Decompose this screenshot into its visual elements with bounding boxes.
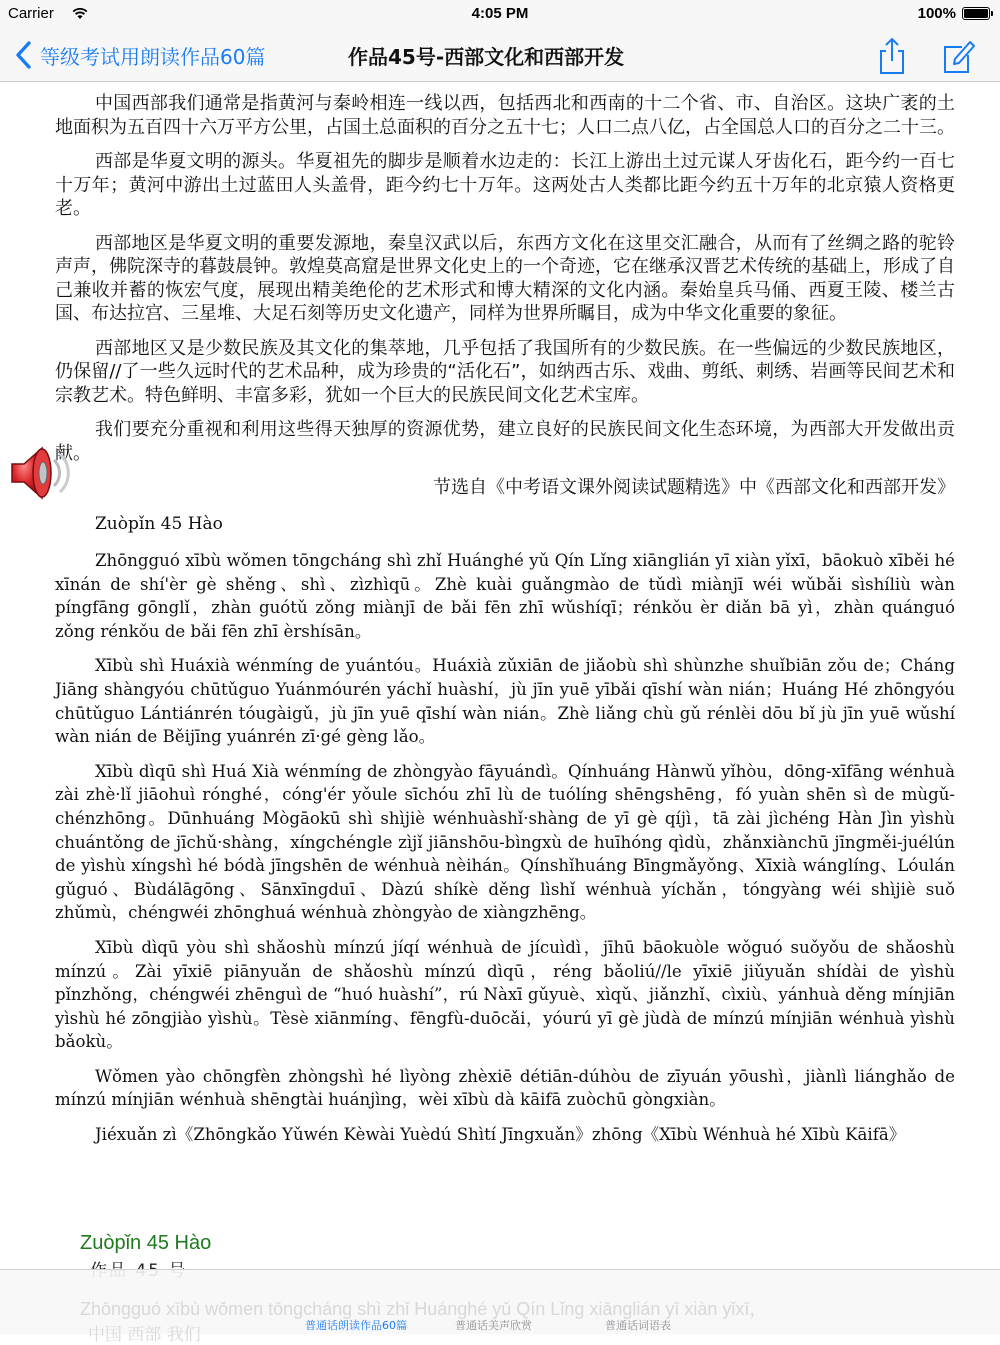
- speaker-icon: [8, 440, 74, 506]
- speaker-button[interactable]: [8, 440, 74, 506]
- compose-icon: [940, 36, 976, 76]
- carrier-label: Carrier: [8, 5, 54, 22]
- chinese-paragraph: 西部地区又是少数民族及其文化的集萃地，几乎包括了我国所有的少数民族。在一些偏远的少数民族地区，仍保留//了一些久远时代的艺术品种，成为珍贵的“活化石”，如纳西古乐、戏曲、剪纸、刺绣、岩画等民间艺术和宗教艺术。特色鲜明、丰富多彩，犹如一个巨大的民族民间文化艺术宝库。: [55, 337, 955, 406]
- pinyin-paragraph: Xībù shì Huáxià wénmíng de yuántóu。Huáxià zǔxiān de jiǎobù shì shùnzhe shuǐbiān zǒu de；Cháng Jiāng shàngyóu chūtǔguo Yuánmóurén yáchǐ huàshí，jù jīn yuē yībǎi qīshí wàn nián；Huáng Hé zhōngyóu chūtǔguo Lántiánrén tóugàigǔ，jù jīn yuē qīshí wàn nián。Zhè liǎng chù gǔ rénlèi dōu bǐ jù jīn yuē wǔshí wàn nián de Běijīng yuánrén zī·gé gèng lǎo。: [55, 656, 955, 747]
- page-title: 作品45号-西部文化和西部开发: [348, 45, 625, 69]
- battery-icon: [962, 7, 990, 20]
- chevron-left-icon: [14, 40, 34, 70]
- navigation-bar: [0, 28, 1000, 82]
- chinese-paragraph: 西部是华夏文明的源头。华夏祖先的脚步是顺着水边走的：长江上游出土过元谋人牙齿化石，距今约一百七十万年；黄河中游出土过蓝田人头盖骨，距今约七十万年。这两处古人类都比距今约五十万年的北京猿人资格更老。: [55, 151, 955, 219]
- compose-button[interactable]: [940, 36, 976, 76]
- article-content: [55, 92, 955, 1147]
- share-icon: [876, 36, 908, 76]
- ghost-text-line: Zhōngguó xībù wǒmen tōngcháng shì zhǐ Huánghé yǔ Qín Lǐng xiānglián yī xiàn yǐxī，: [80, 1299, 768, 1319]
- pinyin-source: Jiéxuǎn zì《Zhōngkǎo Yǔwén Kèwài Yuèdú Shìtí Jīngxuǎn》zhōng《Xībù Wénhuà hé Xībù Kāifā》: [95, 1125, 906, 1145]
- tab-bar: [0, 1269, 1000, 1345]
- pinyin-paragraph: Wǒmen yào chōngfèn zhòngshì hé lìyòng zhèxiē détiān-dúhòu de zīyuán yōushì，jiànlì liánghǎo de mínzú mínjiān wénhuà shēngtài huánjìng，wèi xībù dà kāifā zuòchū gòngxiàn。: [55, 1066, 955, 1110]
- back-button-label: 等级考试用朗读作品60篇: [40, 44, 266, 69]
- back-button[interactable]: [14, 38, 265, 72]
- tab-reading-works[interactable]: 普通话朗读作品60篇: [305, 1319, 407, 1332]
- ghost-text-line: 中国 西部 我们: [88, 1325, 201, 1345]
- pinyin-title: Zuòpǐn 45 Hào: [95, 514, 223, 534]
- chinese-paragraph: 我们要充分重视和利用这些得天独厚的资源优势，建立良好的民族民间文化生态环境，为西部大开发做出贡献。: [55, 419, 955, 464]
- chinese-source: 节选自《中考语文课外阅读试题精选》中《西部文化和西部开发》: [433, 477, 955, 498]
- pinyin-paragraph: Zhōngguó xībù wǒmen tōngcháng shì zhǐ Huánghé yǔ Qín Lǐng xiānglián yī xiàn yǐxī，bāokuò xīběi hé xīnán de shí'èr gè shěng、shì、zìzhìqū。Zhè kuài guǎngmào de tǔdì miànjī wéi wǔbǎi sìshíliù wàn píngfāng gōnglǐ，zhàn guótǔ zǒng miànjī de bǎi fēn zhī wǔshíqī；rénkǒu èr diǎn bā yì，zhàn quánguó zǒng rénkǒu de bǎi fēn zhī èrshísān。: [55, 551, 955, 641]
- status-time: 4:05 PM: [471, 5, 529, 22]
- status-bar: [0, 0, 1000, 28]
- tab-vocabulary-list[interactable]: 普通话词语表: [605, 1319, 671, 1332]
- chinese-paragraph: 中国西部我们通常是指黄河与秦岭相连一线以西，包括西北和西南的十二个省、市、自治区。这块广袤的土地面积为五百四十六万平方公里，占国土总面积的百分之五十七；人口二点八亿，占全国总人口的百分之二十三。: [55, 93, 955, 138]
- chinese-paragraph: 西部地区是华夏文明的重要发源地，秦皇汉武以后，东西方文化在这里交汇融合，从而有了丝绸之路的驼铃声声，佛院深寺的暮鼓晨钟。敦煌莫高窟是世界文化史上的一个奇迹，它在继承汉晋艺术传统的基础上，形成了自己兼收并蓄的恢宏气度，展现出精美绝伦的艺术形式和博大精深的文化内涵。秦始皇兵马俑、西夏王陵、楼兰古国、布达拉宫、三星堆、大足石刻等历史文化遗产，同样为世界所瞩目，成为中华文化重要的象征。: [55, 232, 955, 324]
- share-button[interactable]: [876, 36, 908, 76]
- battery-percent: 100%: [917, 5, 956, 22]
- pinyin-paragraph: Xībù dìqū yòu shì shǎoshù mínzú jíqí wénhuà de jícuìdì，jīhū bāokuòle wǒguó suǒyǒu de shǎoshù mínzú。Zài yīxiē piānyuǎn de shǎoshù mínzú dìqū，réng bǎoliú//le yīxiē jiǔyuǎn shídài de yìshù pǐnzhǒng，chéngwéi zhēnguì de “huó huàshí”，rú Nàxī gǔyuè、xìqǔ、jiǎnzhǐ、cìxiù、yánhuà děng mínjiān yìshù hé zōngjiào yìshù。Tèsè xiānmíng、fēngfù-duōcǎi，yóurú yī gè jùdà de mínzú mínjiān wénhuà yìshù bǎokù。: [55, 937, 955, 1052]
- tab-voice-appreciation[interactable]: 普通话美声欣赏: [455, 1319, 532, 1332]
- preview-pinyin-title: Zuòpǐn 45 Hào: [80, 1232, 212, 1254]
- pinyin-paragraph: Xībù dìqū shì Huá Xià wénmíng de zhòngyào fāyuándì。Qínhuáng Hànwǔ yǐhòu，dōng-xīfāng wénhuà zài zhè·lǐ jiāohuì rónghé，cóng'ér yǒule sīchóu zhī lù de tuólíng shēngshēng，fó yuàn shēn sì de mùgǔ-chénzhōng。Dūnhuáng Mògāokū shì shìjiè wénhuàshǐ·shàng de yī gè qíjì，tā zài jìchéng Hàn Jìn yìshù chuántǒng de jīchǔ·shàng，xíngchéngle zìjǐ jiānshōu-bìngxù de huīhóng qìdù，zhǎnxiànchū jīngměi-juélún de yìshù xíngshì hé bódà jīngshēn de wénhuà nèihán。Qínshǐhuáng Bīngmǎyǒng、Xīxià wánglíng、Lóulán gǔguó、Bùdálāgōng、Sānxīngduī、Dàzú shíkè děng lìshǐ wénhuà yíchǎn，tóngyàng wéi shìjiè suǒ zhǔmù，chéngwéi zhōnghuá wénhuà zhòngyào de xiàngzhēng。: [55, 761, 955, 923]
